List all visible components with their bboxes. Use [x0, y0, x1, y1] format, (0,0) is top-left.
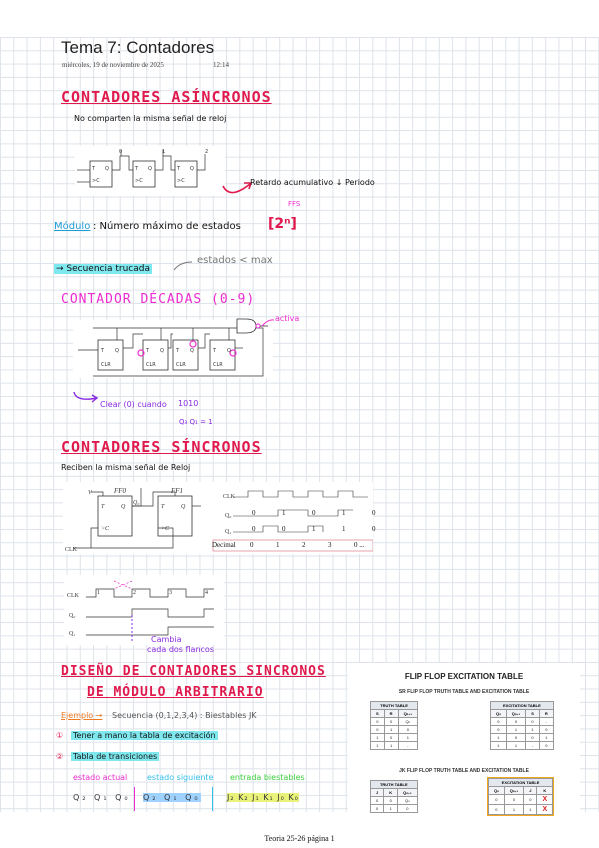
table-caption: EXCITATION TABLE — [489, 779, 553, 787]
table-row — [491, 718, 554, 726]
sr-excitation-table — [490, 701, 554, 750]
table-cell: 1 — [384, 805, 398, 813]
heading-diseno-1: DISEÑO DE CONTADORES SINCRONOS — [61, 664, 326, 679]
table-row — [489, 795, 553, 805]
table-header-cell: Qₙ₊₁ — [398, 710, 417, 718]
modulo-formula: [2ⁿ] — [268, 216, 297, 232]
svg-text:>C: >C — [161, 526, 170, 532]
ff0-label: FF0 — [114, 487, 127, 495]
table-row — [371, 734, 418, 742]
ffs-label: FFS — [288, 200, 301, 208]
step2-number: ② — [56, 752, 64, 761]
retardo-note: Retardo acumulativo ↓ Periodo — [250, 178, 375, 187]
table-header-cell: K — [384, 789, 398, 797]
page-time: 12:14 — [213, 61, 229, 69]
col-entrada-biestables: entrada biestables — [230, 773, 305, 782]
svg-text:V: V — [88, 490, 92, 496]
q0-value: 0 — [252, 509, 256, 517]
table-cell: 1 — [524, 805, 537, 815]
vars-siguiente: Q₂ Q₁ Q₀ — [143, 793, 201, 802]
svg-text:CLR: CLR — [146, 362, 156, 368]
svg-text:>C: >C — [92, 178, 100, 184]
svg-text:Q₀: Q₀ — [225, 513, 232, 519]
table-row — [491, 734, 554, 742]
table-caption: TRUTH TABLE — [371, 702, 418, 710]
q1-value: 0 — [282, 525, 286, 533]
table-cell: 0 — [384, 797, 398, 805]
table-cell: 1 — [398, 734, 417, 742]
clear-gate-symbol — [232, 315, 277, 337]
sync-note: Reciben la misma señal de Reloj — [61, 463, 191, 472]
svg-text:Q: Q — [115, 348, 119, 354]
vars-actual: Q₂ Q₁ Q₀ — [73, 793, 131, 802]
step2-text: Tabla de transiciones — [73, 752, 158, 761]
clear-q-labels: Q₃ Q₁ = 1 — [179, 418, 213, 426]
table-cell: 0 — [506, 734, 525, 742]
table-cell: 0 — [371, 726, 385, 734]
table-cell: 1 — [526, 726, 540, 734]
table-cell: 0 — [539, 742, 553, 750]
svg-text:T: T — [176, 348, 180, 354]
q0-value: 0 — [372, 509, 376, 517]
table-cell: - — [539, 718, 553, 726]
svg-text:Q: Q — [181, 504, 186, 510]
decimal-value: 1 — [276, 541, 280, 549]
q0-value: 1 — [342, 509, 346, 517]
cambia-label: Cambia — [151, 635, 182, 644]
svg-text:CLR: CLR — [176, 362, 186, 368]
activa-label: activa — [275, 314, 300, 323]
clk-label: CLK — [65, 547, 77, 553]
table-header-cell: Qₙ — [489, 787, 505, 795]
divider-1 — [134, 787, 135, 811]
sr-truth-table — [370, 701, 418, 750]
svg-text:0: 0 — [119, 149, 123, 155]
svg-text:T: T — [146, 348, 150, 354]
heading-asincronos: CONTADORES ASÍNCRONOS — [61, 88, 272, 106]
table-cell: Qₙ — [398, 797, 417, 805]
table-cell: 0 — [398, 726, 417, 734]
svg-text:Q: Q — [121, 504, 126, 510]
table-cell: - — [398, 742, 417, 750]
heading-decadas: CONTADOR DÉCADAS (0-9) — [61, 292, 256, 307]
table-cell: 0 — [539, 726, 553, 734]
table-cell: 1 — [539, 734, 553, 742]
svg-text:CLK: CLK — [67, 593, 79, 599]
table-header-cell: Qₙ₊₁ — [506, 710, 525, 718]
flipflop-excitation-figure — [348, 663, 580, 812]
jk-truth-table — [370, 780, 418, 813]
table-row — [371, 726, 418, 734]
svg-text:CLR: CLR — [101, 362, 111, 368]
table-header-cell: R — [539, 710, 553, 718]
table-cell: X — [537, 795, 553, 805]
q1-value: 0 — [372, 525, 376, 533]
svg-text:T: T — [101, 348, 105, 354]
secuencia-truncada: → Secuencia trucada — [56, 264, 150, 274]
table-header-cell: R — [384, 710, 398, 718]
q0-value: 1 — [282, 509, 286, 517]
table-cell: 0 — [371, 718, 385, 726]
table-cell: 0 — [526, 734, 540, 742]
clear-code: 1010 — [178, 399, 199, 408]
table-cell: 0 — [398, 805, 417, 813]
ejemplo-label: Ejemplo → — [61, 711, 103, 720]
svg-text:T: T — [177, 166, 181, 172]
decimal-label: Decimal — [212, 541, 236, 549]
col-estado-actual: estado actual — [73, 773, 128, 782]
heading-sincronos: CONTADORES SÍNCRONOS — [61, 438, 262, 456]
table-header-cell: S — [371, 710, 385, 718]
page-title: Tema 7: Contadores — [61, 38, 215, 57]
svg-text:>C: >C — [177, 178, 185, 184]
svg-text:CLR: CLR — [213, 362, 223, 368]
sr-title: SR FLIP FLOP TRUTH TABLE AND EXCITATION TABLE — [398, 689, 530, 695]
page-date: miércoles, 19 de noviembre de 2025 — [62, 61, 164, 69]
table-cell: 0 — [371, 805, 384, 813]
table-cell: 1 — [491, 734, 507, 742]
table-cell: 0 — [491, 726, 507, 734]
col-estado-siguiente: estado siguiente — [147, 773, 214, 782]
jk-excitation-table — [488, 778, 553, 815]
clk-pulse-number: 2 — [133, 590, 136, 596]
ff1-label: FF1 — [171, 487, 184, 495]
svg-text:Q: Q — [227, 348, 231, 354]
svg-text:Q: Q — [160, 348, 164, 354]
table-cell: 1 — [491, 742, 507, 750]
svg-text:T: T — [213, 348, 217, 354]
table-cell: 1 — [384, 726, 398, 734]
svg-text:T: T — [161, 504, 165, 510]
step1-number: ① — [56, 731, 64, 740]
svg-text:Q₀: Q₀ — [69, 613, 76, 619]
table-cell: 0 — [491, 718, 507, 726]
table-cell: 1 — [371, 734, 385, 742]
q1-value: 1 — [342, 525, 346, 533]
heading-diseno-2: DE MÓDULO ARBITRARIO — [87, 685, 264, 700]
svg-text:CLK: CLK — [223, 494, 235, 500]
clk-pulse-number: 1 — [97, 590, 100, 596]
clear-note: Clear (0) cuando — [100, 400, 167, 409]
table-cell: 0 — [524, 795, 537, 805]
estados-note: estados < max — [197, 255, 273, 266]
svg-text:T: T — [92, 166, 96, 172]
step1-text: Tener a mano la tabla de excitación — [73, 731, 216, 740]
svg-text:1: 1 — [162, 149, 166, 155]
flancos-label: cada dos flancos — [147, 645, 214, 654]
table-row — [371, 742, 418, 750]
svg-text:Q: Q — [190, 166, 194, 172]
decimal-value: 0 — [250, 541, 254, 549]
jk-title: JK FLIP FLOP TRUTH TABLE AND EXCITATION TABLE — [399, 768, 529, 774]
svg-text:2: 2 — [205, 149, 209, 155]
clk-pulse-number: 4 — [205, 590, 208, 596]
table-cell: Qₙ — [398, 718, 417, 726]
svg-text:T: T — [101, 504, 105, 510]
svg-text:Q: Q — [190, 348, 194, 354]
q0-value: 0 — [312, 509, 316, 517]
table-row — [371, 805, 418, 813]
table-caption: EXCITATION TABLE — [491, 702, 554, 710]
ejemplo-text: Secuencia (0,1,2,3,4) : Biestables JK — [112, 711, 257, 720]
table-cell: 0 — [371, 797, 384, 805]
table-cell: 1 — [384, 742, 398, 750]
svg-text:Q₀: Q₀ — [133, 500, 140, 506]
table-row — [371, 718, 418, 726]
divider-2 — [212, 787, 213, 811]
table-row — [489, 805, 553, 815]
table-header-cell: Qₙ₊₁ — [398, 789, 417, 797]
table-header-cell: Qₙ₊₁ — [504, 787, 523, 795]
clear-arrow — [70, 390, 100, 404]
table-cell: 0 — [384, 734, 398, 742]
decimal-value: 3 — [328, 541, 332, 549]
decimal-value: 0 ... — [354, 541, 365, 549]
table-cell: X — [537, 805, 553, 815]
async-counter-circuit — [75, 146, 225, 196]
table-header-cell: K — [537, 787, 553, 795]
table-cell: 1 — [504, 805, 523, 815]
table-header-cell: J — [524, 787, 537, 795]
estados-arrow — [172, 258, 194, 272]
svg-text:Q₁: Q₁ — [69, 631, 76, 637]
vars-entrada: J₂ K₂ J₁ K₁ J₀ K₀ — [227, 793, 299, 802]
modulo-label: Módulo — [54, 221, 91, 232]
table-cell: 0 — [489, 795, 505, 805]
svg-text:Q₁: Q₁ — [225, 529, 232, 535]
svg-text:T: T — [135, 166, 139, 172]
page-footer: Teoria 25-26 página 1 — [264, 834, 335, 843]
q1-value: 1 — [312, 525, 316, 533]
clk-pulse-number: 3 — [169, 590, 172, 596]
table-cell: 0 — [504, 795, 523, 805]
table-cell: 1 — [506, 742, 525, 750]
svg-text:Q: Q — [105, 166, 109, 172]
table-cell: 0 — [384, 718, 398, 726]
q1-value: 0 — [252, 525, 256, 533]
table-header-cell: J — [371, 789, 384, 797]
table-header-cell: S — [526, 710, 540, 718]
table-header-cell: Qₙ — [491, 710, 507, 718]
table-cell: - — [526, 742, 540, 750]
table-cell: 1 — [506, 726, 525, 734]
table-cell: 0 — [489, 805, 505, 815]
table-cell: 0 — [506, 718, 525, 726]
svg-text:>C: >C — [135, 178, 143, 184]
table-cell: 1 — [371, 742, 385, 750]
excitation-title: FLIP FLOP EXCITATION TABLE — [404, 672, 524, 681]
table-cell: 0 — [526, 718, 540, 726]
table-caption: TRUTH TABLE — [371, 781, 418, 789]
table-row — [491, 726, 554, 734]
async-note: No comparten la misma señal de reloj — [74, 114, 227, 123]
svg-text:>C: >C — [101, 526, 110, 532]
table-row — [371, 797, 418, 805]
modulo-text: : Número máximo de estados — [93, 221, 241, 232]
decimal-value: 2 — [302, 541, 306, 549]
table-row — [491, 742, 554, 750]
sync-waveform-2 — [64, 575, 224, 645]
svg-text:Q: Q — [148, 166, 152, 172]
